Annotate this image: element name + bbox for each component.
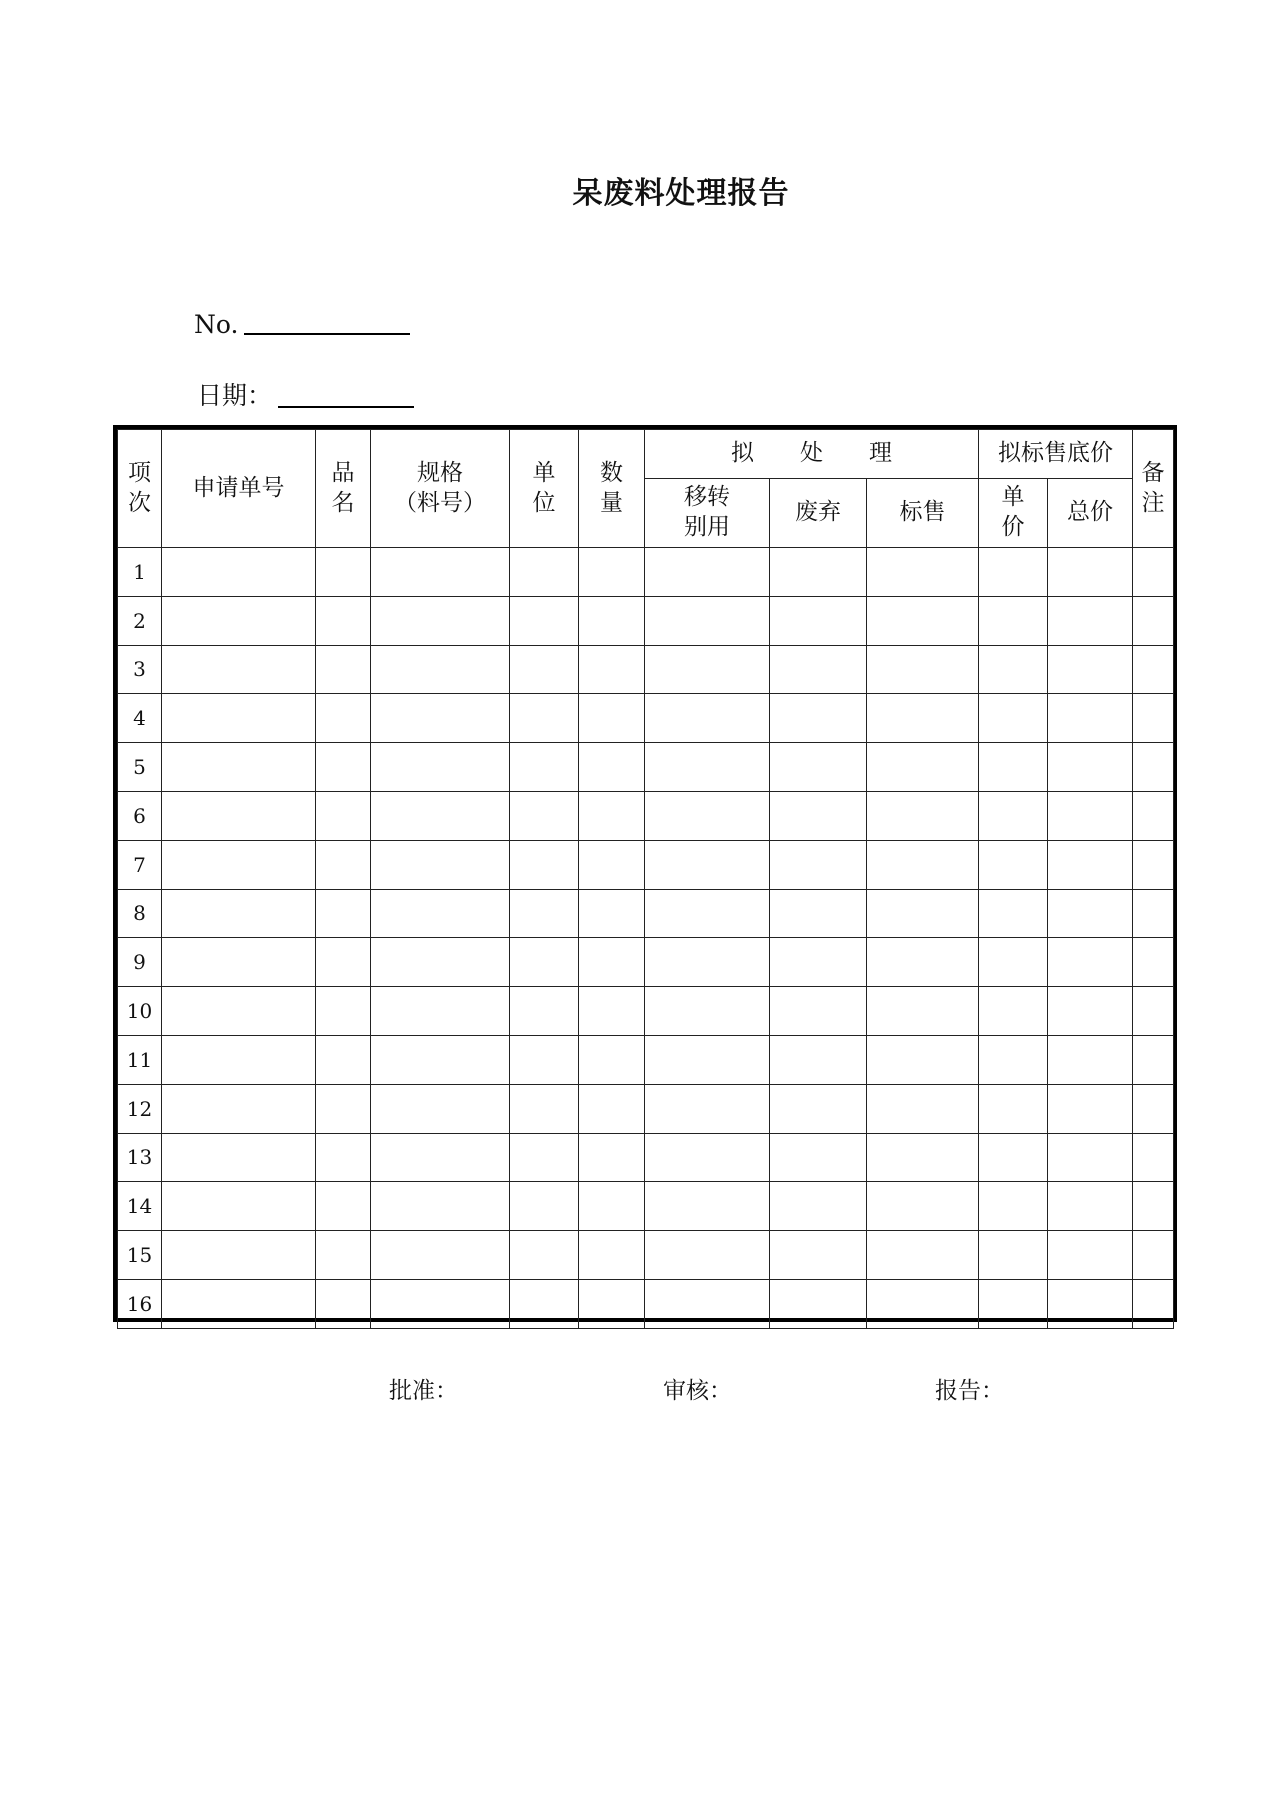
disposal-table [117,429,1174,1329]
number-field [194,310,410,339]
table-cell[interactable] [162,791,316,840]
table-cell[interactable] [979,548,1048,597]
table-cell[interactable] [316,1182,371,1231]
row-number: 4 [118,694,162,743]
table-cell[interactable] [316,596,371,645]
table-cell[interactable] [579,791,645,840]
table-cell[interactable] [510,889,579,938]
table-cell[interactable] [867,1231,979,1280]
header-unit-price: 单 价 [979,479,1048,548]
table-cell[interactable] [645,1279,770,1328]
table-cell[interactable] [579,1231,645,1280]
table-row [118,791,1174,840]
table-row [118,1084,1174,1133]
table-cell[interactable] [979,987,1048,1036]
table-cell[interactable] [979,1279,1048,1328]
table-cell[interactable] [1133,840,1174,889]
table-cell[interactable] [1048,743,1133,792]
table-cell[interactable] [645,1035,770,1084]
table-cell[interactable] [510,1279,579,1328]
table-row [118,694,1174,743]
table-row [118,1279,1174,1328]
table-cell[interactable] [867,596,979,645]
table-cell[interactable] [645,840,770,889]
table-cell[interactable] [1048,938,1133,987]
table-cell[interactable] [979,694,1048,743]
document-title: 呆废料处理报告 [572,176,790,211]
table-cell[interactable] [371,694,510,743]
table-cell[interactable] [510,694,579,743]
table-row [118,938,1174,987]
table-cell[interactable] [510,1182,579,1231]
table-cell[interactable] [770,791,867,840]
table-row [118,840,1174,889]
header-total-price: 总价 [1048,479,1133,548]
row-number: 12 [118,1084,162,1133]
table-cell[interactable] [579,548,645,597]
table-cell[interactable] [1133,1182,1174,1231]
row-number: 1 [118,548,162,597]
table-cell[interactable] [770,645,867,694]
table-cell[interactable] [867,1279,979,1328]
table-cell[interactable] [1048,596,1133,645]
table-cell[interactable] [1133,1231,1174,1280]
table-cell[interactable] [371,1182,510,1231]
table-cell[interactable] [579,1035,645,1084]
table-cell[interactable] [979,1231,1048,1280]
table-cell[interactable] [979,840,1048,889]
table-cell[interactable] [316,1231,371,1280]
table-cell[interactable] [1133,987,1174,1036]
table-cell[interactable] [867,1133,979,1182]
table-cell[interactable] [371,743,510,792]
table-cell[interactable] [162,743,316,792]
table-cell[interactable] [645,938,770,987]
table-cell[interactable] [1133,889,1174,938]
row-number: 15 [118,1231,162,1280]
row-number: 7 [118,840,162,889]
table-row [118,1182,1174,1231]
table-row [118,889,1174,938]
table-cell[interactable] [316,889,371,938]
approve-signature: 批准： [389,1378,458,1404]
table-cell[interactable] [645,889,770,938]
table-cell[interactable] [867,889,979,938]
table-cell[interactable] [162,1084,316,1133]
table-cell[interactable] [371,1084,510,1133]
table-cell[interactable] [579,1279,645,1328]
table-cell[interactable] [1133,938,1174,987]
number-label: No. [194,310,239,339]
disposal-table-frame [113,425,1177,1322]
table-cell[interactable] [371,1133,510,1182]
table-cell[interactable] [770,938,867,987]
table-cell[interactable] [1048,1182,1133,1231]
row-number: 9 [118,938,162,987]
table-cell[interactable] [579,1182,645,1231]
header-unit: 单 位 [510,430,579,548]
table-cell[interactable] [770,1035,867,1084]
table-cell[interactable] [371,889,510,938]
table-cell[interactable] [1048,840,1133,889]
header-tender-sale: 标售 [867,479,979,548]
table-cell[interactable] [579,645,645,694]
row-number: 2 [118,596,162,645]
table-cell[interactable] [371,1231,510,1280]
header-remarks: 备 注 [1133,430,1174,548]
row-number: 13 [118,1133,162,1182]
table-cell[interactable] [162,889,316,938]
table-cell[interactable] [162,596,316,645]
table-cell[interactable] [162,1231,316,1280]
number-input-line[interactable] [244,332,410,335]
header-discard: 废弃 [770,479,867,548]
table-cell[interactable] [316,840,371,889]
table-cell[interactable] [979,889,1048,938]
table-row [118,1133,1174,1182]
table-cell[interactable] [867,694,979,743]
report-signature: 报告： [935,1378,1004,1404]
table-row [118,1231,1174,1280]
table-cell[interactable] [371,938,510,987]
table-cell[interactable] [645,1182,770,1231]
table-row [118,987,1174,1036]
table-cell[interactable] [316,1035,371,1084]
header-proposed-disposal: 拟 处 理 [645,430,979,479]
table-cell[interactable] [979,791,1048,840]
table-cell[interactable] [867,548,979,597]
table-cell[interactable] [579,694,645,743]
table-cell[interactable] [162,1133,316,1182]
header-quantity: 数 量 [579,430,645,548]
table-cell[interactable] [645,1231,770,1280]
table-cell[interactable] [510,1084,579,1133]
header-proposed-floor-price: 拟标售底价 [979,430,1133,479]
table-cell[interactable] [770,1279,867,1328]
table-cell[interactable] [867,987,979,1036]
table-cell[interactable] [979,1084,1048,1133]
table-cell[interactable] [979,1182,1048,1231]
table-cell[interactable] [162,548,316,597]
table-cell[interactable] [371,548,510,597]
table-cell[interactable] [579,938,645,987]
table-cell[interactable] [645,791,770,840]
table-cell[interactable] [1048,1084,1133,1133]
date-label: 日期： [197,381,273,410]
table-cell[interactable] [1133,743,1174,792]
table-cell[interactable] [770,1231,867,1280]
row-number: 14 [118,1182,162,1231]
review-signature: 审核： [663,1378,732,1404]
table-cell[interactable] [1133,791,1174,840]
table-row [118,743,1174,792]
table-cell[interactable] [979,743,1048,792]
table-cell[interactable] [371,840,510,889]
row-number: 6 [118,791,162,840]
header-item-no: 项 次 [118,430,162,548]
table-cell[interactable] [1133,548,1174,597]
table-cell[interactable] [510,596,579,645]
table-cell[interactable] [1048,987,1133,1036]
table-cell[interactable] [867,840,979,889]
table-cell[interactable] [645,596,770,645]
table-cell[interactable] [162,645,316,694]
table-cell[interactable] [645,645,770,694]
table-cell[interactable] [162,840,316,889]
table-cell[interactable] [770,1084,867,1133]
table-cell[interactable] [316,938,371,987]
table-cell[interactable] [770,743,867,792]
date-field [197,376,414,412]
table-cell[interactable] [770,889,867,938]
table-cell[interactable] [979,1133,1048,1182]
table-cell[interactable] [645,743,770,792]
table-cell[interactable] [510,1133,579,1182]
table-cell[interactable] [510,1231,579,1280]
table-cell[interactable] [371,596,510,645]
table-cell[interactable] [510,791,579,840]
table-cell[interactable] [645,548,770,597]
table-cell[interactable] [979,596,1048,645]
table-cell[interactable] [510,987,579,1036]
table-cell[interactable] [510,645,579,694]
table-cell[interactable] [1133,1084,1174,1133]
table-cell[interactable] [645,694,770,743]
table-cell[interactable] [1048,1133,1133,1182]
table-cell[interactable] [162,938,316,987]
table-cell[interactable] [1048,889,1133,938]
table-cell[interactable] [979,938,1048,987]
table-cell[interactable] [1048,1035,1133,1084]
table-cell[interactable] [510,1035,579,1084]
table-cell[interactable] [645,987,770,1036]
table-row [118,645,1174,694]
table-cell[interactable] [371,645,510,694]
table-cell[interactable] [645,1084,770,1133]
table-row [118,548,1174,597]
table-cell[interactable] [1133,596,1174,645]
table-cell[interactable] [579,1084,645,1133]
table-cell[interactable] [867,743,979,792]
table-cell[interactable] [316,1133,371,1182]
table-cell[interactable] [979,1035,1048,1084]
table-cell[interactable] [867,1084,979,1133]
table-cell[interactable] [867,1182,979,1231]
table-cell[interactable] [1133,1035,1174,1084]
table-cell[interactable] [579,1133,645,1182]
table-cell[interactable] [162,1279,316,1328]
table-cell[interactable] [316,791,371,840]
table-cell[interactable] [371,987,510,1036]
table-cell[interactable] [579,743,645,792]
row-number: 11 [118,1035,162,1084]
row-number: 3 [118,645,162,694]
table-cell[interactable] [162,987,316,1036]
table-cell[interactable] [979,645,1048,694]
header-spec: 规格 （料号） [371,430,510,548]
table-cell[interactable] [316,987,371,1036]
table-cell[interactable] [770,596,867,645]
table-cell[interactable] [1133,1133,1174,1182]
table-cell[interactable] [162,1035,316,1084]
table-cell[interactable] [1048,1279,1133,1328]
table-cell[interactable] [1048,791,1133,840]
table-cell[interactable] [1048,1231,1133,1280]
table-cell[interactable] [1133,694,1174,743]
table-cell[interactable] [510,840,579,889]
table-cell[interactable] [1133,645,1174,694]
table-cell[interactable] [579,596,645,645]
table-cell[interactable] [162,694,316,743]
table-cell[interactable] [770,1182,867,1231]
table-cell[interactable] [1048,694,1133,743]
table-cell[interactable] [770,1133,867,1182]
table-cell[interactable] [579,987,645,1036]
table-cell[interactable] [510,548,579,597]
table-cell[interactable] [867,645,979,694]
table-cell[interactable] [316,694,371,743]
table-cell[interactable] [867,1035,979,1084]
table-cell[interactable] [316,1279,371,1328]
row-number: 5 [118,743,162,792]
table-cell[interactable] [316,1084,371,1133]
table-cell[interactable] [1048,645,1133,694]
table-cell[interactable] [867,791,979,840]
table-cell[interactable] [645,1133,770,1182]
table-cell[interactable] [867,938,979,987]
header-request-no: 申请单号 [162,430,316,548]
table-cell[interactable] [1048,548,1133,597]
date-input-line[interactable] [278,405,414,408]
table-cell[interactable] [510,938,579,987]
table-cell[interactable] [770,987,867,1036]
header-product-name: 品 名 [316,430,371,548]
header-transfer-use: 移转 别用 [645,479,770,548]
table-cell[interactable] [770,840,867,889]
row-number: 10 [118,987,162,1036]
table-cell[interactable] [371,1279,510,1328]
table-cell[interactable] [316,548,371,597]
table-cell[interactable] [579,889,645,938]
table-cell[interactable] [371,1035,510,1084]
table-cell[interactable] [316,645,371,694]
table-cell[interactable] [579,840,645,889]
table-row [118,596,1174,645]
row-number: 8 [118,889,162,938]
table-cell[interactable] [162,1182,316,1231]
row-number: 16 [118,1279,162,1328]
table-row [118,1035,1174,1084]
table-cell[interactable] [316,743,371,792]
table-cell[interactable] [371,791,510,840]
table-cell[interactable] [770,548,867,597]
table-cell[interactable] [510,743,579,792]
table-cell[interactable] [770,694,867,743]
table-cell[interactable] [1133,1279,1174,1328]
